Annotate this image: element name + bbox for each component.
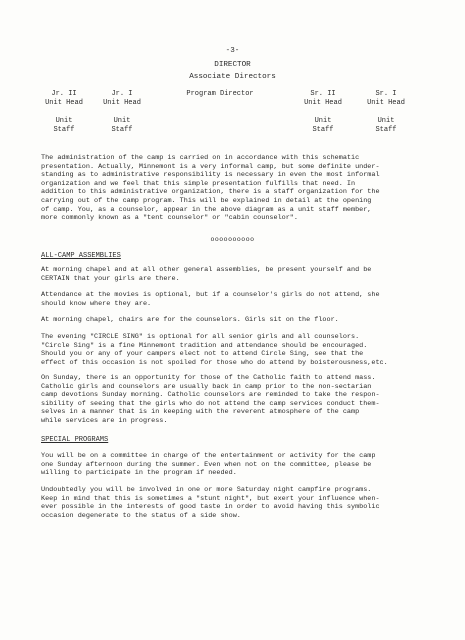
paragraph: Undoubtedly you will be involved in one or more Saturday night campfire programs. Keep in mind that this is sometimes a "stunt night", but exert your influence when- ever possible in the interests of good taste in order to avoid having this symbolic occasion degenerate to the status of a side show. — [41, 486, 380, 520]
org-column-program-director — [172, 90, 268, 99]
org-role: Jr. II — [51, 90, 77, 98]
org-role: Sr. II — [310, 90, 336, 98]
org-role: Sr. I — [375, 90, 397, 98]
org-unit: Unit — [377, 117, 395, 125]
org-column-sr1 — [360, 90, 412, 135]
intro-paragraph: The administration of the camp is carried on in accordance with this schematic presentation. Actually, Minnemont is a very informal camp, but some definite under- standing as to administrative responsibility is necessary in even the most informal organization and we feel that this simple presentation fulfills that need. In addition to this administrative organization, there is a staff organization for the carrying out of the camp program. This will be explained in detail at the opening of camp. You, as a counselor, appear in the above diagram as a unit staff member, more commonly known as a "tent counselor" or "cabin counselor". — [41, 154, 380, 223]
section-separator: oooooooooo — [210, 236, 255, 243]
org-chart-subtitle: Associate Directors — [189, 73, 276, 81]
paragraph: On Sunday, there is an opportunity for those of the Catholic faith to attend mass. Catholic girls and counselors are usually back in camp prior to the non-sectarian camp devotions Sunday morning. Catholic counselors are reminded to take the respon- sibility of seeing that the girls who do not attend the camp services conduct them- selves in a manner that is in keeping with the reverent atmosphere of the camp while services are in progress. — [41, 374, 380, 425]
org-role: Jr. I — [111, 90, 133, 98]
paragraph: At morning chapel and at all other general assemblies, be present yourself and be CERTAIN that your girls are there. — [41, 266, 372, 283]
section-heading-special-programs: SPECIAL PROGRAMS — [41, 436, 109, 444]
section-heading-all-camp: ALL-CAMP ASSEMBLIES — [41, 252, 121, 260]
paragraph: Attendance at the movies is optional, but if a counselor's girls do not attend, she should know where they are. — [41, 291, 380, 308]
org-role: Program Director — [186, 90, 254, 98]
paragraph: You will be on a committee in charge of the entertainment or activity for the camp one Sunday afternoon during the summer. Even when not on the committee, please be willing to participate in the program if needed. — [41, 452, 376, 478]
org-head: Unit Head — [367, 99, 405, 107]
org-head: Unit Head — [304, 99, 342, 107]
page-number: -3- — [225, 47, 240, 55]
paragraph: The evening "CIRCLE SING" is optional for all senior girls and all counselors. "Circle Sing" is a fine Minnemont tradition and attendance should be encouraged. Should you or any of your campers elect not to attend Circle Sing, see that the effect of this occasion is not spoiled for those who do attend by boisterousness,etc. — [41, 333, 388, 367]
org-head: Unit Head — [45, 99, 83, 107]
paragraph: At morning chapel, chairs are for the counselors. Girls sit on the floor. — [41, 316, 339, 324]
org-staff: Staff — [53, 126, 75, 134]
org-column-jr1 — [96, 90, 148, 135]
org-staff: Staff — [111, 126, 133, 134]
org-staff: Staff — [312, 126, 334, 134]
org-column-sr2 — [297, 90, 349, 135]
org-unit: Unit — [314, 117, 332, 125]
org-staff: Staff — [375, 126, 397, 134]
org-unit: Unit — [55, 117, 73, 125]
org-column-jr2 — [38, 90, 90, 135]
org-chart-title: DIRECTOR — [214, 61, 251, 69]
org-unit: Unit — [113, 117, 131, 125]
org-head: Unit Head — [103, 99, 141, 107]
